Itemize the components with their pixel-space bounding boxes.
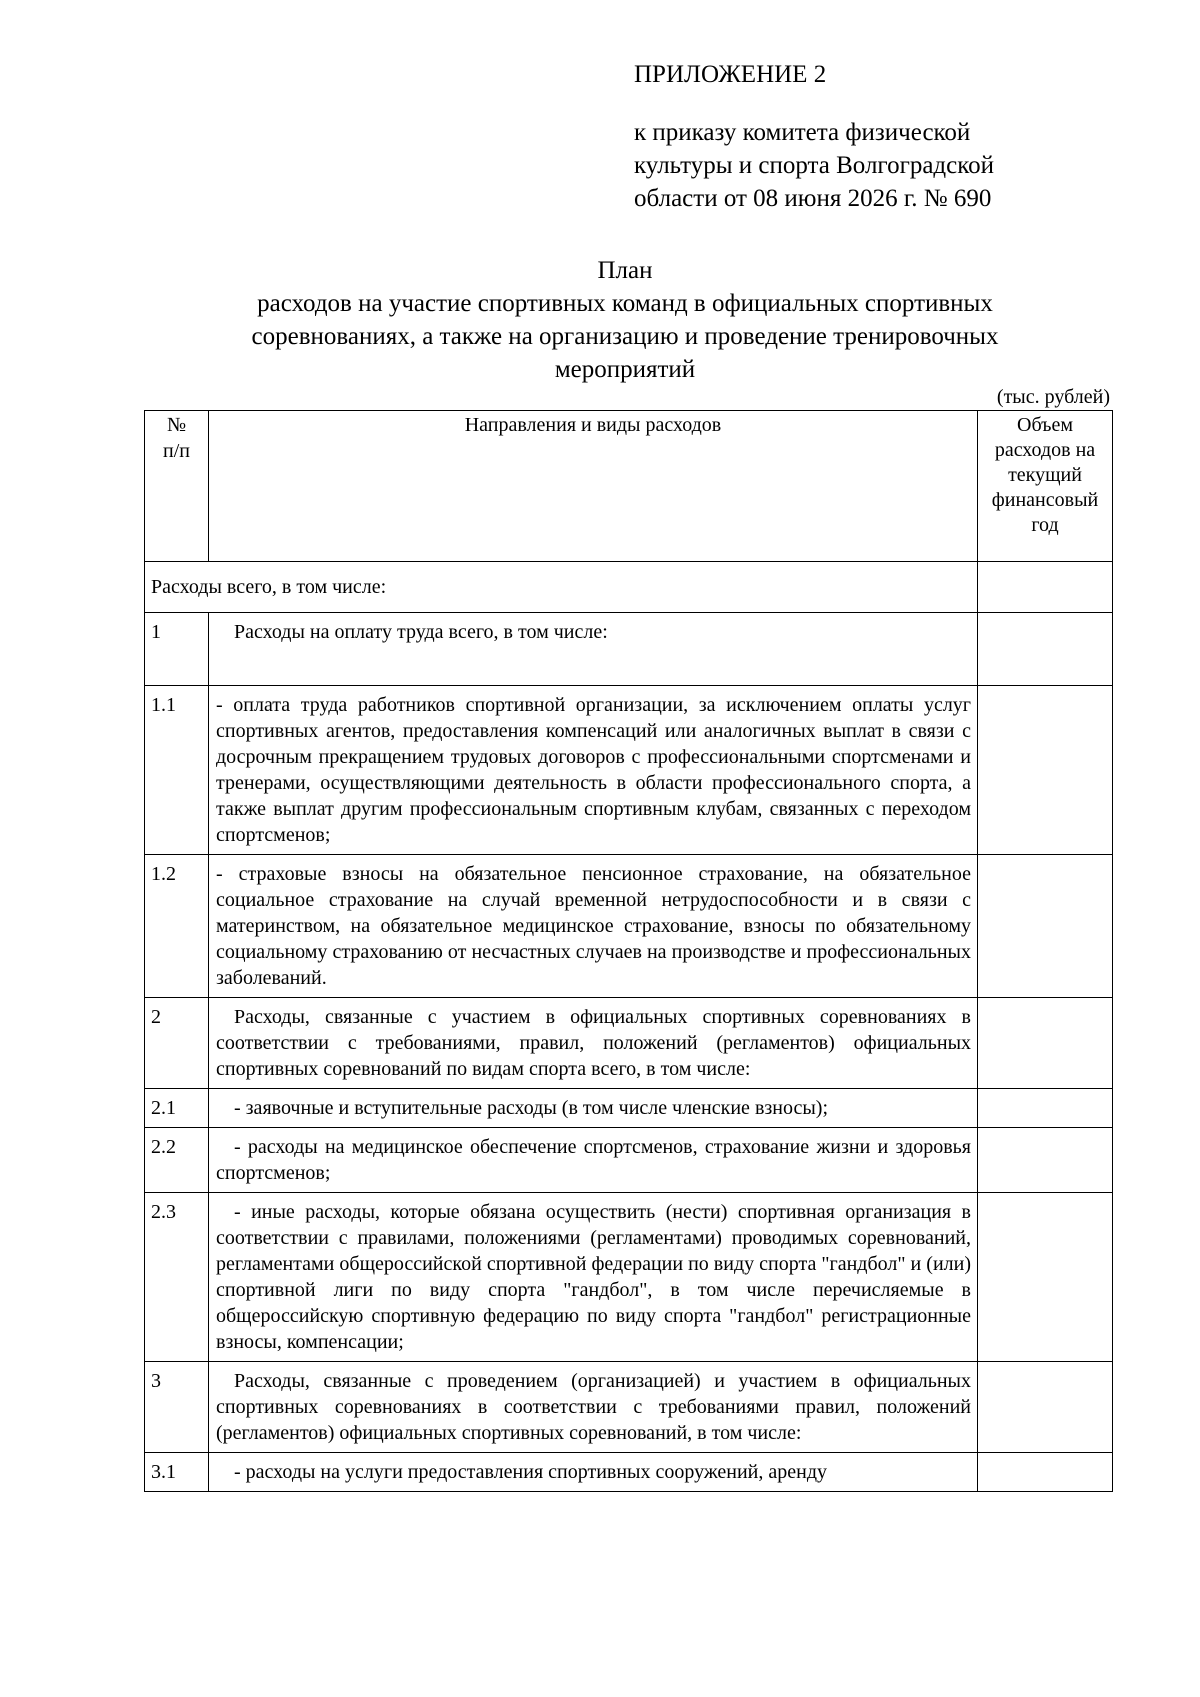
title-line: План (597, 257, 653, 284)
row-description: - расходы на медицинское обеспечение спортсменов, страхование жизни и здоровья спортсменов; (209, 1128, 978, 1193)
table-row (145, 1089, 1113, 1128)
row-description: - страховые взносы на обязательное пенсионное страхование, на обязательное социальное страхование на случай временной нетрудоспособности и в связи с материнством, на обязательное медицинское страхование, взносы по обязательному социальному страхованию от несчастных случаев на производстве и профессиональных заболеваний. (209, 855, 978, 998)
table-header-row (145, 411, 1113, 562)
title-line: расходов на участие спортивных команд в официальных спортивных (257, 290, 993, 317)
total-label: Расходы всего, в том числе: (145, 562, 978, 613)
row-description: Расходы, связанные с участием в официальных спортивных соревнованиях в соответствии с требованиями, правил, положений (регламентов) официальных спортивных соревнований по видам спорта всего, в том числе: (209, 998, 978, 1089)
row-number: 3 (145, 1362, 209, 1453)
appendix-title: ПРИЛОЖЕНИЕ 2 (634, 61, 827, 88)
row-number: 3.1 (145, 1453, 209, 1492)
order-reference-line: культуры и спорта Волгоградской (634, 152, 994, 179)
table-row (145, 998, 1113, 1089)
header-volume-line: текущий (1008, 464, 1082, 486)
expense-plan-table (144, 410, 1113, 1492)
table-row (145, 1362, 1113, 1453)
row-number: 1.2 (145, 855, 209, 998)
table-row (145, 686, 1113, 855)
volume-cell (978, 1128, 1113, 1193)
row-number: 1.1 (145, 686, 209, 855)
appendix-header (634, 58, 1134, 215)
row-number: 1 (145, 613, 209, 686)
order-reference-line: области от 08 июня 2026 г. № 690 (634, 185, 992, 212)
row-description: - оплата труда работников спортивной организации, за исключением оплаты услуг спортивных агентов, предоставления компенсаций или аналогичных выплат в связи с досрочным прекращением трудовых договоров с профессиональными спортсменами и тренерами, осуществляющими деятельность в области профессионального спорта, а также выплат другим профессиональным спортивным клубам, связанных с переходом спортсменов; (209, 686, 978, 855)
table-row (145, 1453, 1113, 1492)
table-row (145, 1128, 1113, 1193)
volume-cell (978, 855, 1113, 998)
volume-cell (978, 1193, 1113, 1362)
volume-cell (978, 1089, 1113, 1128)
volume-cell (978, 562, 1113, 613)
order-reference-line: к приказу комитета физической (634, 119, 971, 146)
volume-cell (978, 1453, 1113, 1492)
header-description: Направления и виды расходов (209, 411, 978, 562)
header-number (145, 411, 209, 562)
title-line: мероприятий (554, 356, 696, 383)
volume-cell (978, 998, 1113, 1089)
table-row (145, 855, 1113, 998)
volume-cell (978, 613, 1113, 686)
row-number: 2.2 (145, 1128, 209, 1193)
row-description: - заявочные и вступительные расходы (в том числе членские взносы); (209, 1089, 978, 1128)
header-number-line: п/п (163, 440, 190, 462)
row-description: Расходы, связанные с проведением (организацией) и участием в официальных спортивных соревнованиях в соответствии с требованиями правил, положений (регламентов) официальных спортивных соревнований, в том числе: (209, 1362, 978, 1453)
row-description: Расходы на оплату труда всего, в том числе: (209, 613, 978, 686)
table-row (145, 1193, 1113, 1362)
title-line: соревнованиях, а также на организацию и проведение тренировочных (251, 323, 999, 350)
header-volume-line: финансовый (991, 489, 1099, 511)
volume-cell (978, 686, 1113, 855)
row-number: 2.1 (145, 1089, 209, 1128)
row-number: 2 (145, 998, 209, 1089)
units-label: (тыс. рублей) (996, 386, 1110, 408)
table-row-total (145, 562, 1113, 613)
header-number-line: № (166, 414, 187, 436)
row-number: 2.3 (145, 1193, 209, 1362)
header-volume-line: расходов на (994, 439, 1096, 461)
header-volume (978, 411, 1113, 562)
table-row (145, 613, 1113, 686)
order-reference (634, 116, 1134, 215)
volume-cell (978, 1362, 1113, 1453)
document-title (150, 254, 1100, 386)
header-volume-line: Объем (1017, 414, 1073, 436)
row-description: - иные расходы, которые обязана осуществить (нести) спортивная организация в соответствии с правилами, положениями (регламентами) проводимых соревнований, регламентами общероссийской спортивной федерации по виду спорта "гандбол" и (или) спортивной лиги по виду спорта "гандбол", в том числе перечисляемые в общероссийскую спортивную федерацию по виду спорта "гандбол" регистрационные взносы, компенсации; (209, 1193, 978, 1362)
header-volume-line: год (1031, 514, 1059, 536)
row-description: - расходы на услуги предоставления спортивных сооружений, аренду (209, 1453, 978, 1492)
